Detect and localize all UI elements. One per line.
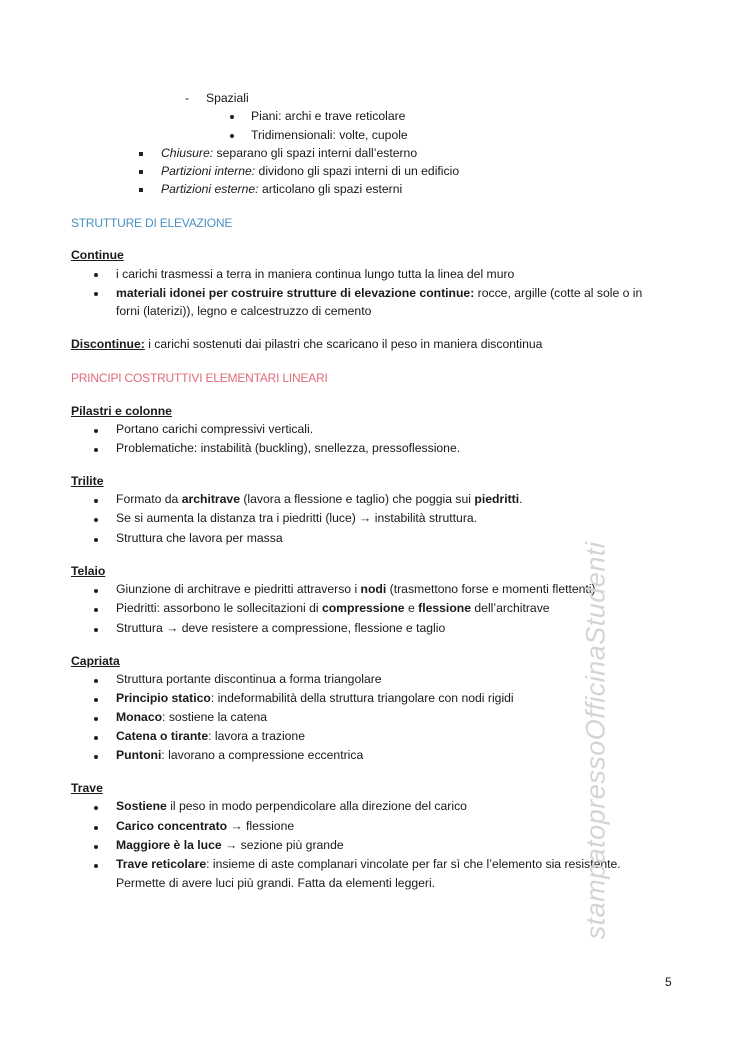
bullet-icon [94, 538, 98, 542]
list-item-partizioni-esterne [161, 181, 402, 197]
bullet-icon [94, 755, 98, 759]
list-item [116, 818, 294, 834]
bold-term: materiali idonei per costruire strutture di elevazione continue: [116, 286, 475, 300]
bullet-icon [94, 608, 98, 612]
list-item [116, 600, 550, 616]
list-item-piani: Piani: archi e trave reticolare [251, 109, 406, 123]
bullet-icon [94, 845, 98, 849]
bullet-icon [94, 864, 98, 868]
subheading-capriata: Capriata [71, 654, 120, 668]
bullet-icon [230, 134, 234, 138]
list-item [116, 581, 596, 597]
term-text: rocce, argille (cotte al sole o in [474, 286, 643, 300]
text: dell’architrave [471, 601, 550, 615]
term-label: Chiusure: [161, 146, 214, 160]
bold-term: Principio statico [116, 691, 211, 705]
bullet-icon [94, 518, 98, 522]
bold-term: Monaco [116, 710, 163, 724]
list-item [116, 690, 514, 706]
text: : sostiene la catena [162, 710, 268, 724]
bold-term: piedritti [474, 492, 520, 506]
term-label: Partizioni interne: [161, 164, 256, 178]
list-item-spaziali: Spaziali [206, 91, 249, 105]
term-text: dividono gli spazi interni di un edificio [255, 164, 460, 178]
list-item: Se si aumenta la distanza tra i piedritti (luce) → instabilità struttura. [116, 511, 478, 525]
list-item [116, 798, 467, 814]
bullet-icon [94, 826, 98, 830]
list-item: Struttura portante discontinua a forma triangolare [116, 672, 382, 686]
bold-term: Sostiene [116, 799, 167, 813]
text: Piedritti: assorbono le sollecitazioni di [116, 601, 322, 615]
text: : insieme di aste complanari vincolate per far sì che l’elemento sia resistente. [206, 857, 621, 871]
list-item-chiusure [161, 145, 417, 161]
square-bullet-icon [139, 188, 143, 192]
bullet-icon [94, 429, 98, 433]
paragraph-discontinue [71, 336, 542, 352]
bullet-icon [94, 736, 98, 740]
text: (lavora a flessione e taglio) che poggia sui [239, 492, 475, 506]
subheading-trave: Trave [71, 781, 103, 795]
list-item: Struttura → deve resistere a compressione, flessione e taglio [116, 621, 446, 635]
term-text: separano gli spazi interni dall’esterno [213, 146, 418, 160]
list-item [116, 837, 344, 853]
list-item-continuation: forni (laterizi)), legno e calcestruzzo di cemento [116, 304, 372, 318]
text: Formato da [116, 492, 182, 506]
text: (trasmettono forse e momenti flettenti) [386, 582, 596, 596]
bold-term: Catena o tirante [116, 729, 209, 743]
list-item-partizioni-interne [161, 163, 459, 179]
text: : lavorano a compressione eccentrica [161, 748, 364, 762]
text: : indeformabilità della struttura triangolare con nodi rigidi [210, 691, 514, 705]
bold-term: architrave [181, 492, 240, 506]
bullet-icon [94, 679, 98, 683]
bullet-icon [94, 448, 98, 452]
bold-term: Carico concentrato [116, 819, 228, 833]
list-item [116, 491, 522, 507]
text: → flessione [227, 819, 295, 833]
text: Giunzione di architrave e piedritti attraverso i [116, 582, 361, 596]
bullet-icon [94, 292, 98, 296]
bullet-icon [94, 698, 98, 702]
list-item [116, 856, 621, 872]
list-item [116, 709, 267, 725]
watermark: stampatopressoOfficinaStudenti [580, 541, 611, 940]
subheading-telaio: Telaio [71, 564, 106, 578]
square-bullet-icon [139, 152, 143, 156]
bullet-icon [94, 273, 98, 277]
page-number: 5 [665, 975, 672, 989]
list-item-tridimensionali: Tridimensionali: volte, cupole [251, 128, 408, 142]
list-item [116, 728, 305, 744]
square-bullet-icon [139, 170, 143, 174]
bullet-icon [94, 717, 98, 721]
bullet-icon [94, 589, 98, 593]
subheading-discontinue: Discontinue: [71, 337, 145, 351]
list-item: Portano carichi compressivi verticali. [116, 422, 314, 436]
list-item [116, 747, 363, 763]
section-heading-principi: PRINCIPI COSTRUTTIVI ELEMENTARI LINEARI [71, 371, 328, 385]
section-heading-strutture-elevazione: STRUTTURE DI ELEVAZIONE [71, 216, 233, 230]
list-item-continuation: Permette di avere luci più grandi. Fatta da elementi leggeri. [116, 876, 436, 890]
bold-term: Maggiore è la luce [116, 838, 222, 852]
text: . [519, 492, 523, 506]
bullet-icon [230, 115, 234, 119]
list-item-materiali [116, 285, 642, 301]
text: il peso in modo perpendicolare alla direzione del carico [166, 799, 467, 813]
term-label: Partizioni esterne: [161, 182, 259, 196]
subheading-continue: Continue [71, 248, 124, 262]
bold-term: flessione [418, 601, 471, 615]
bullet-icon [94, 628, 98, 632]
list-item: Struttura che lavora per massa [116, 531, 283, 545]
dash-marker: - [185, 91, 190, 105]
bold-term: Puntoni [116, 748, 162, 762]
subheading-trilite: Trilite [71, 474, 104, 488]
list-item: i carichi trasmessi a terra in maniera continua lungo tutta la linea del muro [116, 267, 515, 281]
bold-term: nodi [360, 582, 387, 596]
bold-term: compressione [321, 601, 405, 615]
text: e [404, 601, 419, 615]
text: → sezione più grande [221, 838, 344, 852]
discontinue-text: i carichi sostenuti dai pilastri che scaricano il peso in maniera discontinua [144, 337, 543, 351]
list-item: Problematiche: instabilità (buckling), snellezza, pressoflessione. [116, 441, 461, 455]
bullet-icon [94, 806, 98, 810]
subheading-pilastri: Pilastri e colonne [71, 404, 172, 418]
bullet-icon [94, 499, 98, 503]
bold-term: Trave reticolare [116, 857, 207, 871]
term-text: articolano gli spazi esterni [258, 182, 403, 196]
text: : lavora a trazione [208, 729, 305, 743]
